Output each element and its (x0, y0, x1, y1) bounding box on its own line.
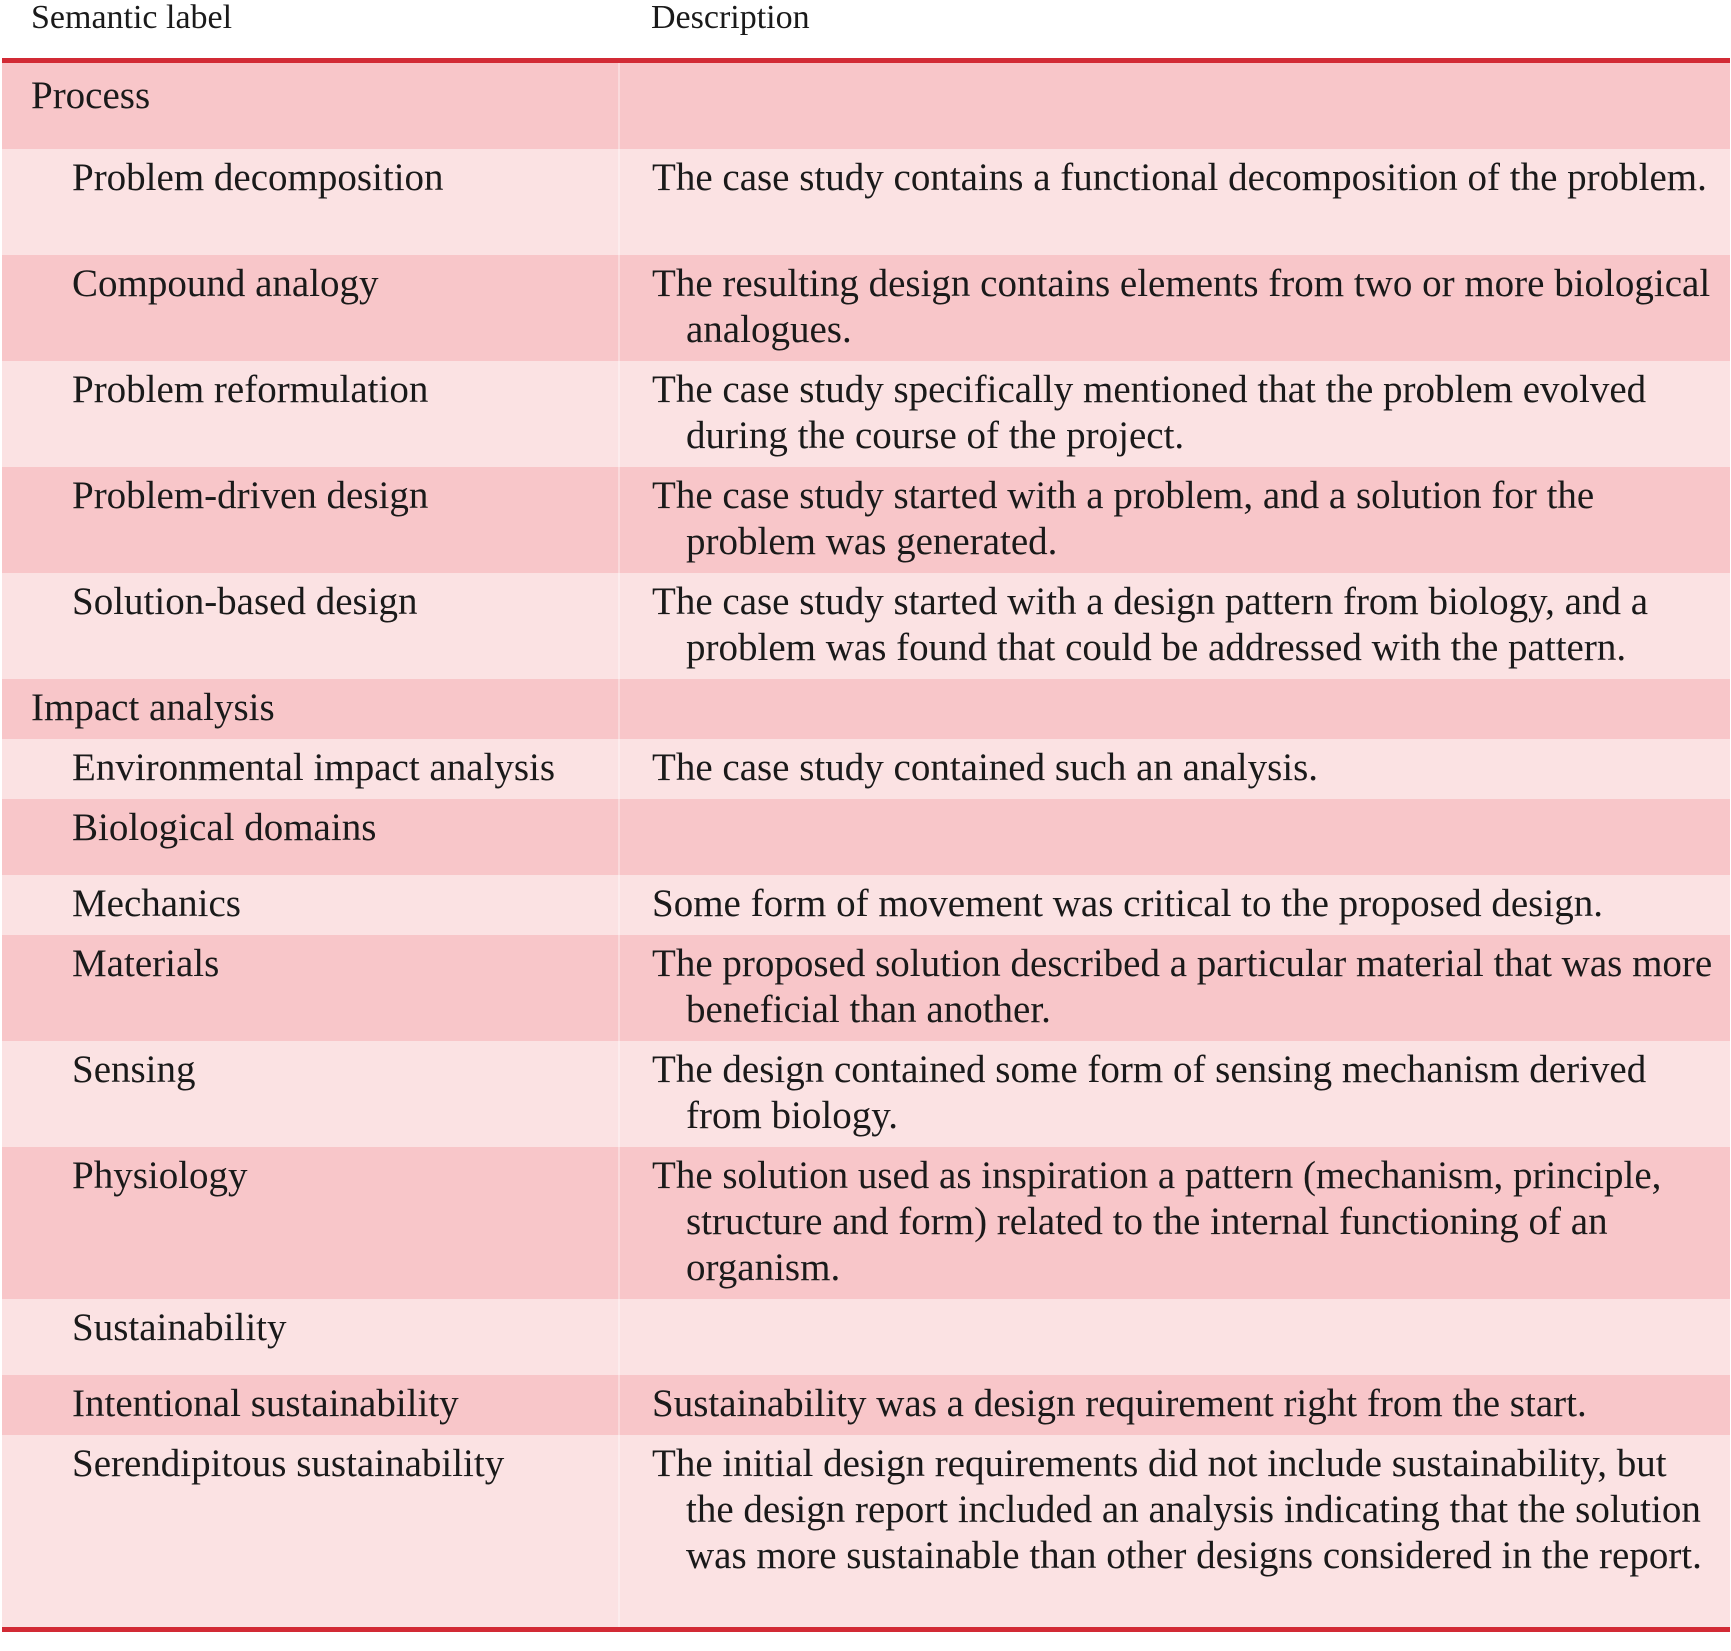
row-label: Serendipitous sustainability (2, 1435, 619, 1630)
table-row (2, 149, 1730, 255)
row-description: The proposed solution described a particular material that was more beneficial than another. (619, 935, 1730, 1041)
row-description (619, 1299, 1730, 1375)
row-description: Some form of movement was critical to the proposed design. (619, 875, 1730, 935)
row-description: The case study contained such an analysis. (619, 739, 1730, 799)
row-label: Sensing (2, 1041, 619, 1147)
row-description (619, 61, 1730, 149)
column-header-semantic-label: Semantic label (2, 0, 619, 61)
row-description: The case study specifically mentioned that the problem evolved during the course of the project. (619, 361, 1730, 467)
table-row (2, 875, 1730, 935)
row-label: Problem-driven design (2, 467, 619, 573)
table-row (2, 361, 1730, 467)
row-label: Solution-based design (2, 573, 619, 679)
row-description: The initial design requirements did not include sustainability, but the design report included an analysis indicating that the solution was more sustainable than other designs considered in the report. (619, 1435, 1730, 1630)
column-header-description: Description (619, 0, 1730, 61)
row-description: The case study started with a design pattern from biology, and a problem was found that could be addressed with the pattern. (619, 573, 1730, 679)
row-description: Sustainability was a design requirement right from the start. (619, 1375, 1730, 1435)
table-row (2, 1147, 1730, 1299)
table-row (2, 935, 1730, 1041)
row-description (619, 679, 1730, 739)
row-label: Mechanics (2, 875, 619, 935)
row-label: Problem decomposition (2, 149, 619, 255)
row-label: Sustainability (2, 1299, 619, 1375)
row-description: The resulting design contains elements from two or more biological analogues. (619, 255, 1730, 361)
row-description: The case study started with a problem, and a solution for the problem was generated. (619, 467, 1730, 573)
table-row (2, 1299, 1730, 1375)
row-label: Compound analogy (2, 255, 619, 361)
table-row (2, 799, 1730, 875)
row-label: Problem reformulation (2, 361, 619, 467)
row-label: Biological domains (2, 799, 619, 875)
table-row (2, 255, 1730, 361)
table-row (2, 1041, 1730, 1147)
row-label: Environmental impact analysis (2, 739, 619, 799)
table-header-row (2, 0, 1730, 61)
table-row (2, 467, 1730, 573)
section-row-process (2, 61, 1730, 149)
semantic-label-table (2, 0, 1730, 1632)
row-description: The solution used as inspiration a pattern (mechanism, principle, structure and form) related to the internal functioning of an organism. (619, 1147, 1730, 1299)
row-label: Impact analysis (2, 679, 619, 739)
row-label: Physiology (2, 1147, 619, 1299)
row-description: The case study contains a functional decomposition of the problem. (619, 149, 1730, 255)
row-label: Process (2, 61, 619, 149)
row-label: Intentional sustainability (2, 1375, 619, 1435)
row-description (619, 799, 1730, 875)
row-label: Materials (2, 935, 619, 1041)
table-row (2, 1375, 1730, 1435)
row-description: The design contained some form of sensing mechanism derived from biology. (619, 1041, 1730, 1147)
table-row (2, 739, 1730, 799)
table-row (2, 1435, 1730, 1630)
section-row-impact-analysis (2, 679, 1730, 739)
table-row (2, 573, 1730, 679)
